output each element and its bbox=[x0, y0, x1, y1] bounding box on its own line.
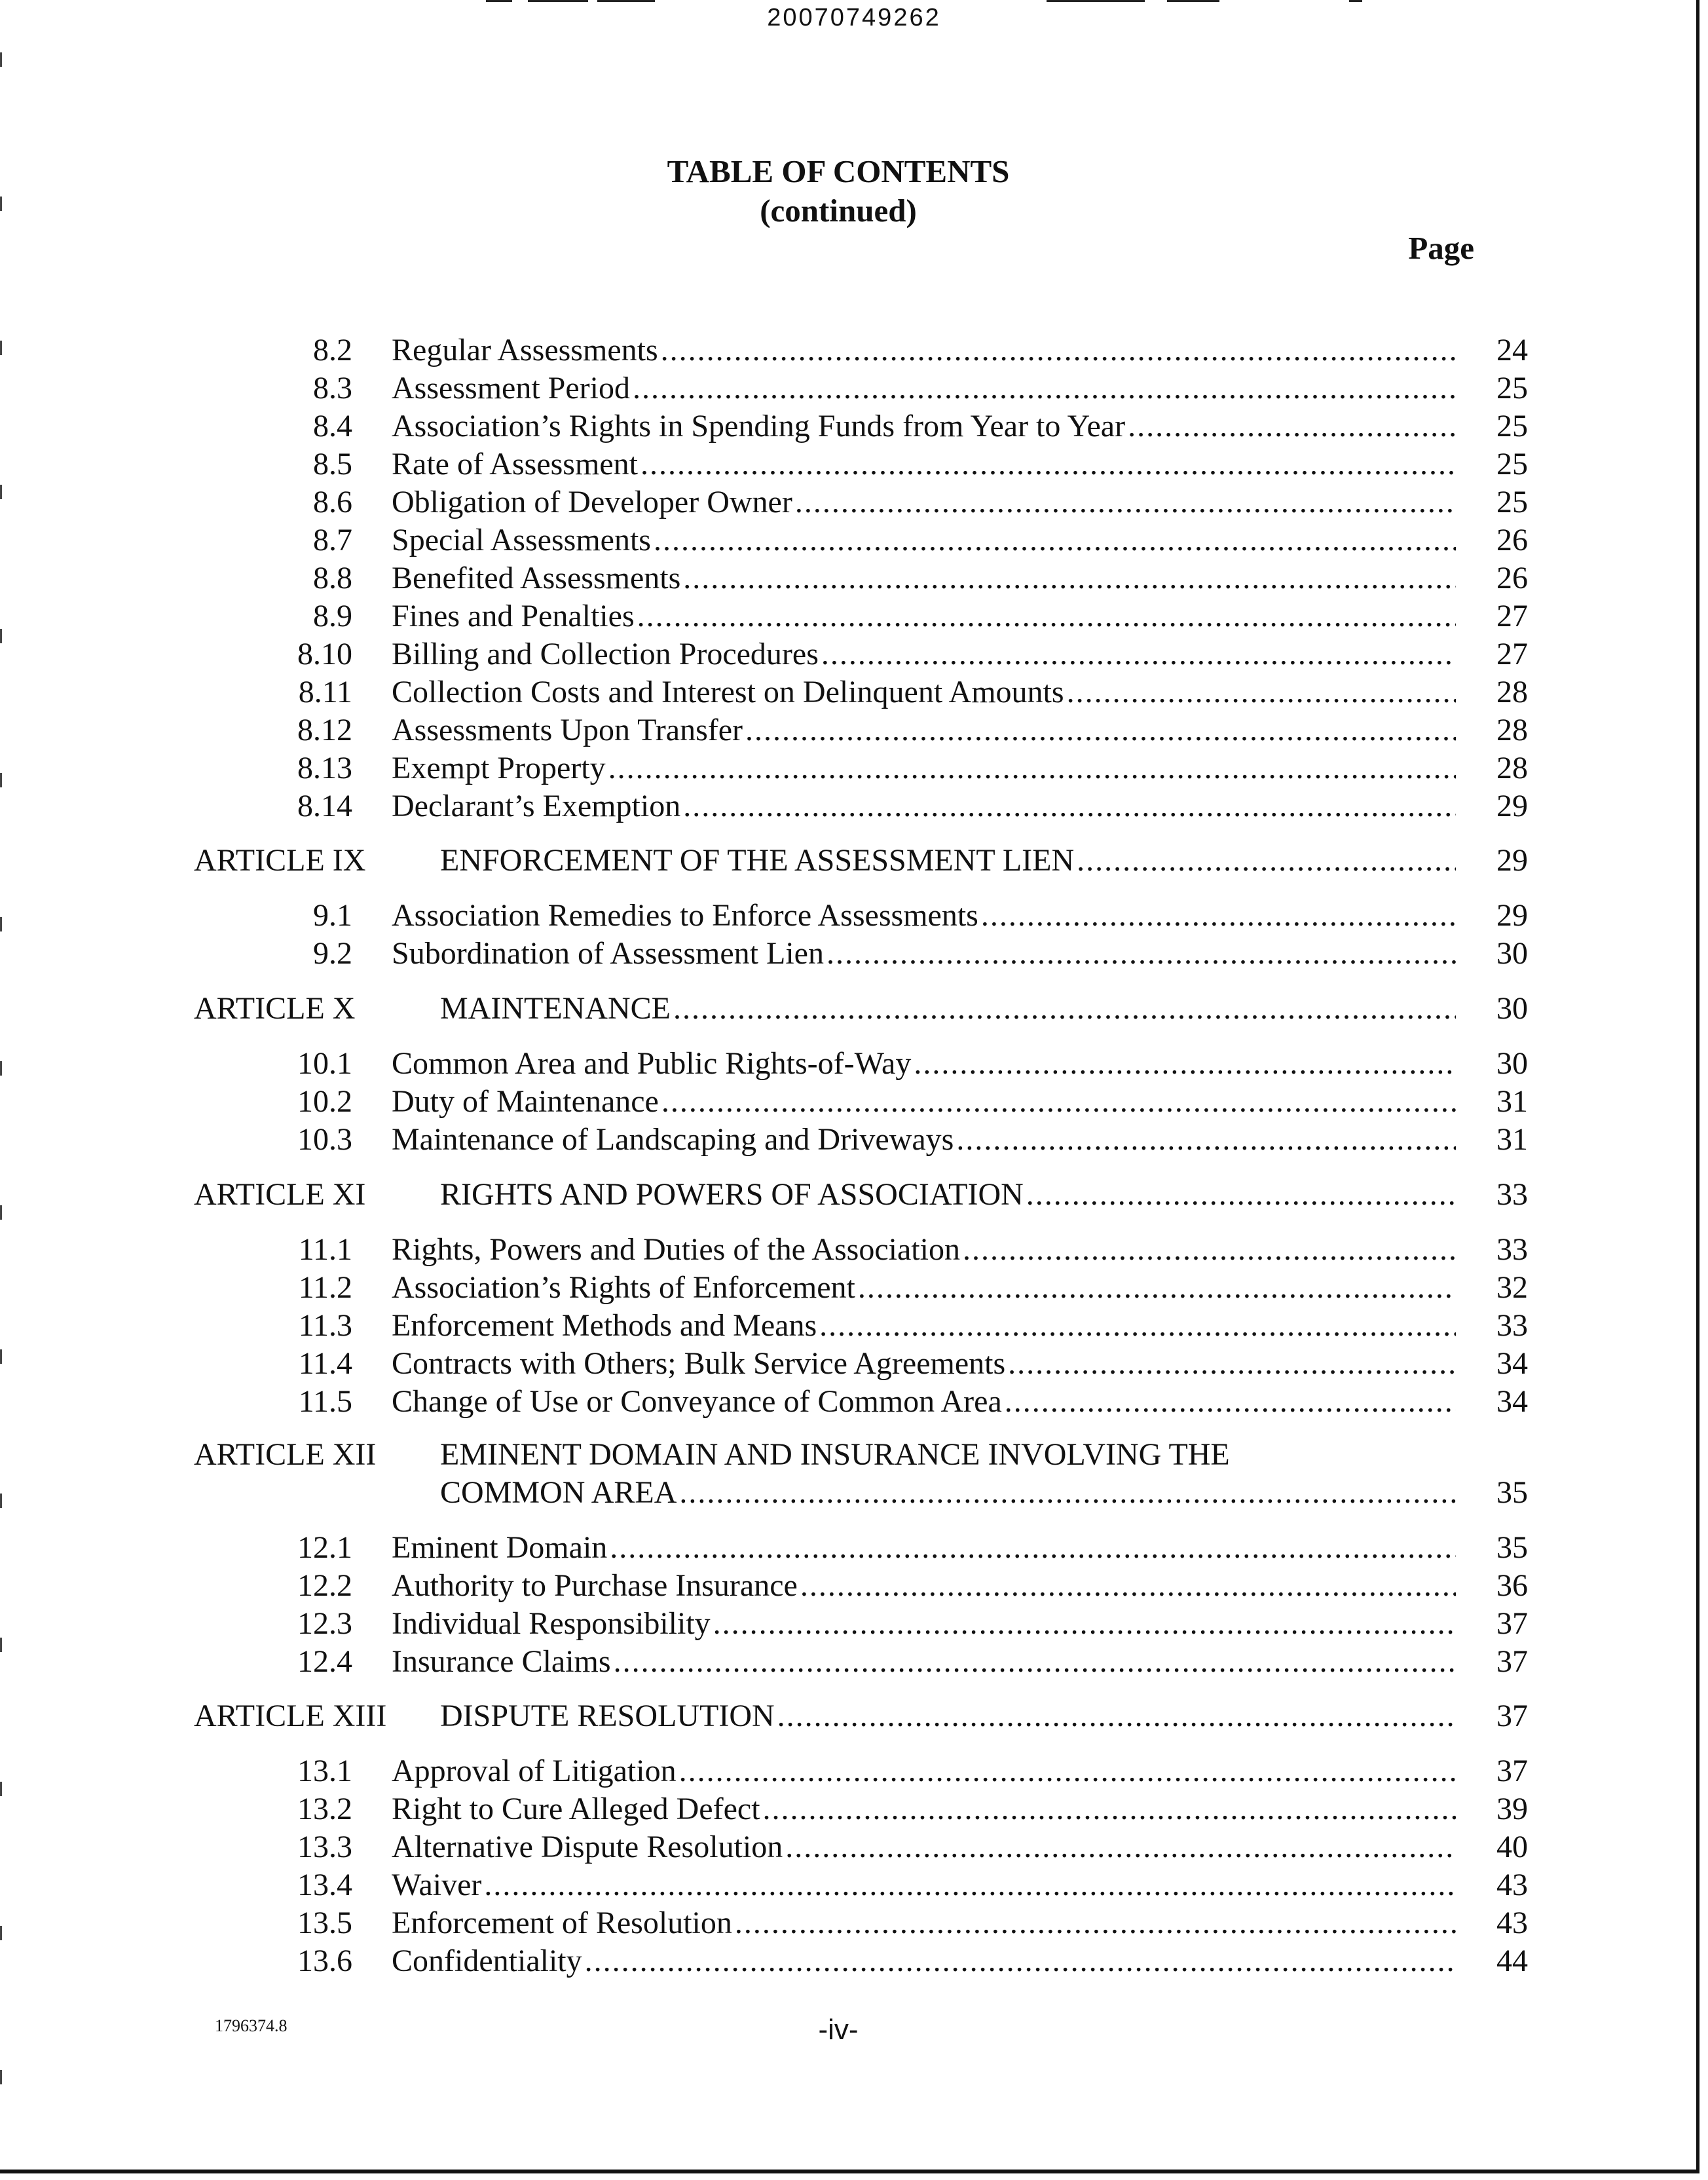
toc-section-row bbox=[0, 407, 1708, 445]
section-title: Collection Costs and Interest on Delinquent Amounts bbox=[392, 675, 1064, 709]
toc-leader bbox=[392, 1345, 1456, 1383]
page-number: 31 bbox=[1496, 1122, 1528, 1157]
page-number: 37 bbox=[1496, 1644, 1528, 1679]
toc-leader bbox=[440, 1176, 1456, 1214]
toc-section-row bbox=[0, 1269, 1708, 1307]
dot-leader bbox=[745, 711, 1456, 749]
page-number: 26 bbox=[1496, 523, 1528, 557]
page-number: 35 bbox=[1496, 1475, 1528, 1510]
article-label: ARTICLE IX bbox=[194, 843, 366, 878]
toc-leader bbox=[392, 1866, 1456, 1904]
toc-section-row bbox=[0, 1942, 1708, 1980]
toc-leader bbox=[440, 990, 1456, 1028]
page-number: 37 bbox=[1496, 1754, 1528, 1788]
section-title: Individual Responsibility bbox=[392, 1606, 711, 1641]
dot-leader bbox=[614, 1643, 1456, 1681]
dot-leader bbox=[679, 1752, 1456, 1790]
toc-leader bbox=[392, 635, 1456, 673]
page-number: 25 bbox=[1496, 371, 1528, 405]
dot-leader bbox=[1128, 407, 1456, 445]
page-number: 28 bbox=[1496, 713, 1528, 747]
dot-leader bbox=[683, 559, 1456, 597]
section-title: Association’s Rights of Enforcement bbox=[392, 1270, 855, 1305]
section-number: 11.4 bbox=[298, 1346, 352, 1381]
dot-leader bbox=[484, 1866, 1456, 1904]
page-number: 37 bbox=[1496, 1699, 1528, 1733]
toc-section-row bbox=[0, 1529, 1708, 1567]
page-number: 37 bbox=[1496, 1606, 1528, 1641]
toc-leader bbox=[392, 787, 1456, 825]
toc-leader bbox=[392, 935, 1456, 973]
section-number: 8.2 bbox=[313, 333, 352, 367]
dot-leader bbox=[821, 635, 1456, 673]
section-number: 8.13 bbox=[297, 751, 352, 785]
toc-leader bbox=[392, 1942, 1456, 1980]
page-number: 25 bbox=[1496, 409, 1528, 443]
dot-leader bbox=[763, 1790, 1456, 1828]
page-number: 40 bbox=[1496, 1830, 1528, 1864]
toc-leader bbox=[392, 1045, 1456, 1083]
toc-leader bbox=[392, 1828, 1456, 1866]
toc-article-row bbox=[0, 990, 1708, 1028]
toc-section-row bbox=[0, 711, 1708, 749]
section-title: Exempt Property bbox=[392, 751, 606, 785]
article-title: COMMON AREA bbox=[440, 1475, 677, 1510]
toc-leader bbox=[392, 711, 1456, 749]
toc-leader bbox=[392, 897, 1456, 935]
toc-leader bbox=[392, 559, 1456, 597]
section-number: 11.1 bbox=[298, 1232, 352, 1267]
dot-leader bbox=[679, 1474, 1456, 1512]
page-number: 29 bbox=[1496, 843, 1528, 878]
section-number: 13.1 bbox=[297, 1754, 352, 1788]
toc-title-block bbox=[0, 152, 1677, 231]
toc-section-row bbox=[0, 1790, 1708, 1828]
toc-section-row bbox=[0, 1605, 1708, 1643]
toc-leader bbox=[440, 1697, 1456, 1735]
section-title: Confidentiality bbox=[392, 1944, 582, 1978]
toc-leader bbox=[440, 842, 1456, 880]
toc-leader bbox=[392, 749, 1456, 787]
page-number: 34 bbox=[1496, 1384, 1528, 1419]
page-number: 36 bbox=[1496, 1568, 1528, 1603]
dot-leader bbox=[981, 897, 1456, 935]
toc-leader bbox=[392, 1752, 1456, 1790]
dot-leader bbox=[735, 1904, 1456, 1942]
article-title: DISPUTE RESOLUTION bbox=[440, 1699, 775, 1733]
section-title: Special Assessments bbox=[392, 523, 651, 557]
article-label: ARTICLE XI bbox=[194, 1177, 366, 1212]
article-label: ARTICLE XIII bbox=[194, 1699, 387, 1733]
page-number: 30 bbox=[1496, 936, 1528, 971]
toc-section-row bbox=[0, 597, 1708, 635]
page-number: 27 bbox=[1496, 637, 1528, 671]
toc-section-row bbox=[0, 1643, 1708, 1681]
section-title: Alternative Dispute Resolution bbox=[392, 1830, 783, 1864]
page-number: 26 bbox=[1496, 561, 1528, 595]
section-number: 8.12 bbox=[297, 713, 352, 747]
dot-leader bbox=[963, 1231, 1456, 1269]
dot-leader bbox=[713, 1605, 1456, 1643]
page-subtitle: (continued) bbox=[760, 193, 917, 229]
toc-section-row bbox=[0, 1345, 1708, 1383]
dot-leader bbox=[654, 521, 1456, 559]
section-title: Duty of Maintenance bbox=[392, 1084, 659, 1119]
section-number: 11.3 bbox=[298, 1308, 352, 1343]
dot-leader bbox=[608, 749, 1456, 787]
section-number: 8.4 bbox=[313, 409, 352, 443]
section-number: 8.6 bbox=[313, 485, 352, 519]
section-number: 8.10 bbox=[297, 637, 352, 671]
page-number: 24 bbox=[1496, 333, 1528, 367]
dot-leader bbox=[795, 483, 1456, 521]
toc-section-row bbox=[0, 559, 1708, 597]
toc-section-row bbox=[0, 935, 1708, 973]
toc-leader bbox=[440, 1474, 1456, 1512]
section-number: 13.2 bbox=[297, 1792, 352, 1826]
section-number: 8.9 bbox=[313, 599, 352, 633]
page-number: 27 bbox=[1496, 599, 1528, 633]
section-number: 13.4 bbox=[297, 1868, 352, 1902]
dot-leader bbox=[637, 597, 1456, 635]
dot-leader bbox=[661, 1083, 1456, 1121]
toc-section-row bbox=[0, 787, 1708, 825]
section-title: Common Area and Public Rights-of-Way bbox=[392, 1046, 912, 1081]
page-border-bottom bbox=[0, 2170, 1699, 2173]
toc-leader bbox=[392, 1231, 1456, 1269]
section-title: Association’s Rights in Spending Funds from Year to Year bbox=[392, 409, 1126, 443]
page-number: 44 bbox=[1496, 1944, 1528, 1978]
toc-leader bbox=[392, 1904, 1456, 1942]
toc-section-row bbox=[0, 1307, 1708, 1345]
dot-leader bbox=[610, 1529, 1456, 1567]
section-number: 13.5 bbox=[297, 1906, 352, 1940]
dot-leader bbox=[1008, 1345, 1456, 1383]
toc-leader bbox=[392, 407, 1456, 445]
section-title: Rights, Powers and Duties of the Association bbox=[392, 1232, 960, 1267]
article-title: RIGHTS AND POWERS OF ASSOCIATION bbox=[440, 1177, 1024, 1212]
dot-leader bbox=[661, 331, 1456, 369]
toc-leader bbox=[392, 369, 1456, 407]
dot-leader bbox=[785, 1828, 1456, 1866]
dot-leader bbox=[800, 1567, 1456, 1605]
toc-section-row bbox=[0, 1231, 1708, 1269]
toc-section-row bbox=[0, 521, 1708, 559]
section-title: Subordination of Assessment Lien bbox=[392, 936, 824, 971]
page-number: 30 bbox=[1496, 1046, 1528, 1081]
toc-leader bbox=[392, 1529, 1456, 1567]
article-title-line1: EMINENT DOMAIN AND INSURANCE INVOLVING THE bbox=[440, 1437, 1230, 1472]
section-number: 11.5 bbox=[298, 1384, 352, 1419]
toc-section-row bbox=[0, 1828, 1708, 1866]
section-title: Change of Use or Conveyance of Common Area bbox=[392, 1384, 1002, 1419]
section-number: 10.3 bbox=[297, 1122, 352, 1157]
page-number: 28 bbox=[1496, 751, 1528, 785]
toc-article-row bbox=[0, 1474, 1708, 1512]
page-number: 34 bbox=[1496, 1346, 1528, 1381]
toc-leader bbox=[392, 483, 1456, 521]
toc-leader bbox=[392, 1383, 1456, 1421]
article-title-line1-row bbox=[0, 1436, 1708, 1474]
toc-section-row bbox=[0, 1045, 1708, 1083]
section-number: 8.7 bbox=[313, 523, 352, 557]
footer-page-number: -iv- bbox=[818, 2014, 859, 2046]
dot-leader bbox=[683, 787, 1456, 825]
document-number: 20070749262 bbox=[767, 4, 941, 31]
page-number: 29 bbox=[1496, 898, 1528, 933]
dot-leader bbox=[640, 445, 1456, 483]
article-title: MAINTENANCE bbox=[440, 991, 671, 1026]
toc-section-row bbox=[0, 1866, 1708, 1904]
dot-leader bbox=[777, 1697, 1456, 1735]
toc-leader bbox=[392, 521, 1456, 559]
section-title: Waiver bbox=[392, 1868, 482, 1902]
toc-section-row bbox=[0, 1904, 1708, 1942]
toc-section-row bbox=[0, 1083, 1708, 1121]
toc-section-row bbox=[0, 749, 1708, 787]
section-title: Billing and Collection Procedures bbox=[392, 637, 819, 671]
toc-section-row bbox=[0, 897, 1708, 935]
dot-leader bbox=[633, 369, 1456, 407]
section-title: Right to Cure Alleged Defect bbox=[392, 1792, 760, 1826]
toc-leader bbox=[392, 1307, 1456, 1345]
toc-section-row bbox=[0, 445, 1708, 483]
toc-section-row bbox=[0, 1752, 1708, 1790]
section-number: 8.11 bbox=[298, 675, 352, 709]
section-number: 12.3 bbox=[297, 1606, 352, 1641]
page-number: 33 bbox=[1496, 1308, 1528, 1343]
dot-leader bbox=[1005, 1383, 1456, 1421]
section-title: Rate of Assessment bbox=[392, 447, 638, 481]
toc-leader bbox=[392, 1567, 1456, 1605]
page-number: 32 bbox=[1496, 1270, 1528, 1305]
page-number: 25 bbox=[1496, 447, 1528, 481]
section-title: Obligation of Developer Owner bbox=[392, 485, 792, 519]
page-number: 25 bbox=[1496, 485, 1528, 519]
dot-leader bbox=[1077, 842, 1456, 880]
section-title: Insurance Claims bbox=[392, 1644, 611, 1679]
toc-section-row bbox=[0, 673, 1708, 711]
article-label: ARTICLE XII bbox=[194, 1437, 377, 1472]
toc-section-row bbox=[0, 369, 1708, 407]
section-number: 13.6 bbox=[297, 1944, 352, 1978]
page-number: 35 bbox=[1496, 1530, 1528, 1565]
section-number: 12.2 bbox=[297, 1568, 352, 1603]
page-number: 39 bbox=[1496, 1792, 1528, 1826]
toc-article-row bbox=[0, 1697, 1708, 1735]
toc-section-row bbox=[0, 1121, 1708, 1159]
toc-section-row bbox=[0, 1383, 1708, 1421]
section-title: Declarant’s Exemption bbox=[392, 789, 681, 823]
section-title: Enforcement of Resolution bbox=[392, 1906, 732, 1940]
toc-section-row bbox=[0, 331, 1708, 369]
section-title: Authority to Purchase Insurance bbox=[392, 1568, 798, 1603]
toc-leader bbox=[392, 445, 1456, 483]
page-number: 43 bbox=[1496, 1868, 1528, 1902]
toc-leader bbox=[392, 597, 1456, 635]
footer-document-id: 1796374.8 bbox=[215, 2016, 288, 2035]
section-title: Fines and Penalties bbox=[392, 599, 635, 633]
dot-leader bbox=[819, 1307, 1456, 1345]
toc-article-row bbox=[0, 842, 1708, 880]
section-title: Maintenance of Landscaping and Driveways bbox=[392, 1122, 954, 1157]
toc-leader bbox=[392, 1121, 1456, 1159]
section-number: 12.4 bbox=[297, 1644, 352, 1679]
page-number: 43 bbox=[1496, 1906, 1528, 1940]
dot-leader bbox=[858, 1269, 1456, 1307]
section-title: Eminent Domain bbox=[392, 1530, 608, 1565]
section-number: 10.1 bbox=[297, 1046, 352, 1081]
section-number: 11.2 bbox=[298, 1270, 352, 1305]
section-title: Benefited Assessments bbox=[392, 561, 681, 595]
page-column-header: Page bbox=[1408, 230, 1474, 266]
dot-leader bbox=[1026, 1176, 1456, 1214]
section-title: Association Remedies to Enforce Assessments bbox=[392, 898, 978, 933]
section-title: Assessments Upon Transfer bbox=[392, 713, 743, 747]
toc-leader bbox=[392, 1790, 1456, 1828]
section-number: 8.5 bbox=[313, 447, 352, 481]
dot-leader bbox=[673, 990, 1456, 1028]
toc-leader bbox=[392, 1643, 1456, 1681]
section-title: Enforcement Methods and Means bbox=[392, 1308, 817, 1343]
dot-leader bbox=[826, 935, 1456, 973]
page-title: TABLE OF CONTENTS bbox=[667, 153, 1010, 189]
section-number: 12.1 bbox=[297, 1530, 352, 1565]
section-number: 13.3 bbox=[297, 1830, 352, 1864]
dot-leader bbox=[585, 1942, 1456, 1980]
toc-leader bbox=[392, 1269, 1456, 1307]
toc-article-row bbox=[0, 1176, 1708, 1214]
dot-leader bbox=[956, 1121, 1456, 1159]
section-title: Assessment Period bbox=[392, 371, 630, 405]
section-number: 8.8 bbox=[313, 561, 352, 595]
section-number: 10.2 bbox=[297, 1084, 352, 1119]
article-label: ARTICLE X bbox=[194, 991, 356, 1026]
page-number: 33 bbox=[1496, 1232, 1528, 1267]
dot-leader bbox=[914, 1045, 1456, 1083]
dot-leader bbox=[1067, 673, 1456, 711]
page-number: 29 bbox=[1496, 789, 1528, 823]
article-title: ENFORCEMENT OF THE ASSESSMENT LIEN bbox=[440, 843, 1075, 878]
toc-leader bbox=[392, 1083, 1456, 1121]
toc-leader bbox=[392, 331, 1456, 369]
section-number: 9.1 bbox=[313, 898, 352, 933]
section-number: 8.14 bbox=[297, 789, 352, 823]
section-title: Approval of Litigation bbox=[392, 1754, 677, 1788]
section-title: Contracts with Others; Bulk Service Agreements bbox=[392, 1346, 1006, 1381]
toc-leader bbox=[392, 1605, 1456, 1643]
section-number: 8.3 bbox=[313, 371, 352, 405]
page-number: 28 bbox=[1496, 675, 1528, 709]
section-number: 9.2 bbox=[313, 936, 352, 971]
section-title: Regular Assessments bbox=[392, 333, 658, 367]
page-number: 30 bbox=[1496, 991, 1528, 1026]
toc-section-row bbox=[0, 1567, 1708, 1605]
toc-leader bbox=[392, 673, 1456, 711]
toc-section-row bbox=[0, 483, 1708, 521]
page-number: 31 bbox=[1496, 1084, 1528, 1119]
toc-section-row bbox=[0, 635, 1708, 673]
page-number: 33 bbox=[1496, 1177, 1528, 1212]
